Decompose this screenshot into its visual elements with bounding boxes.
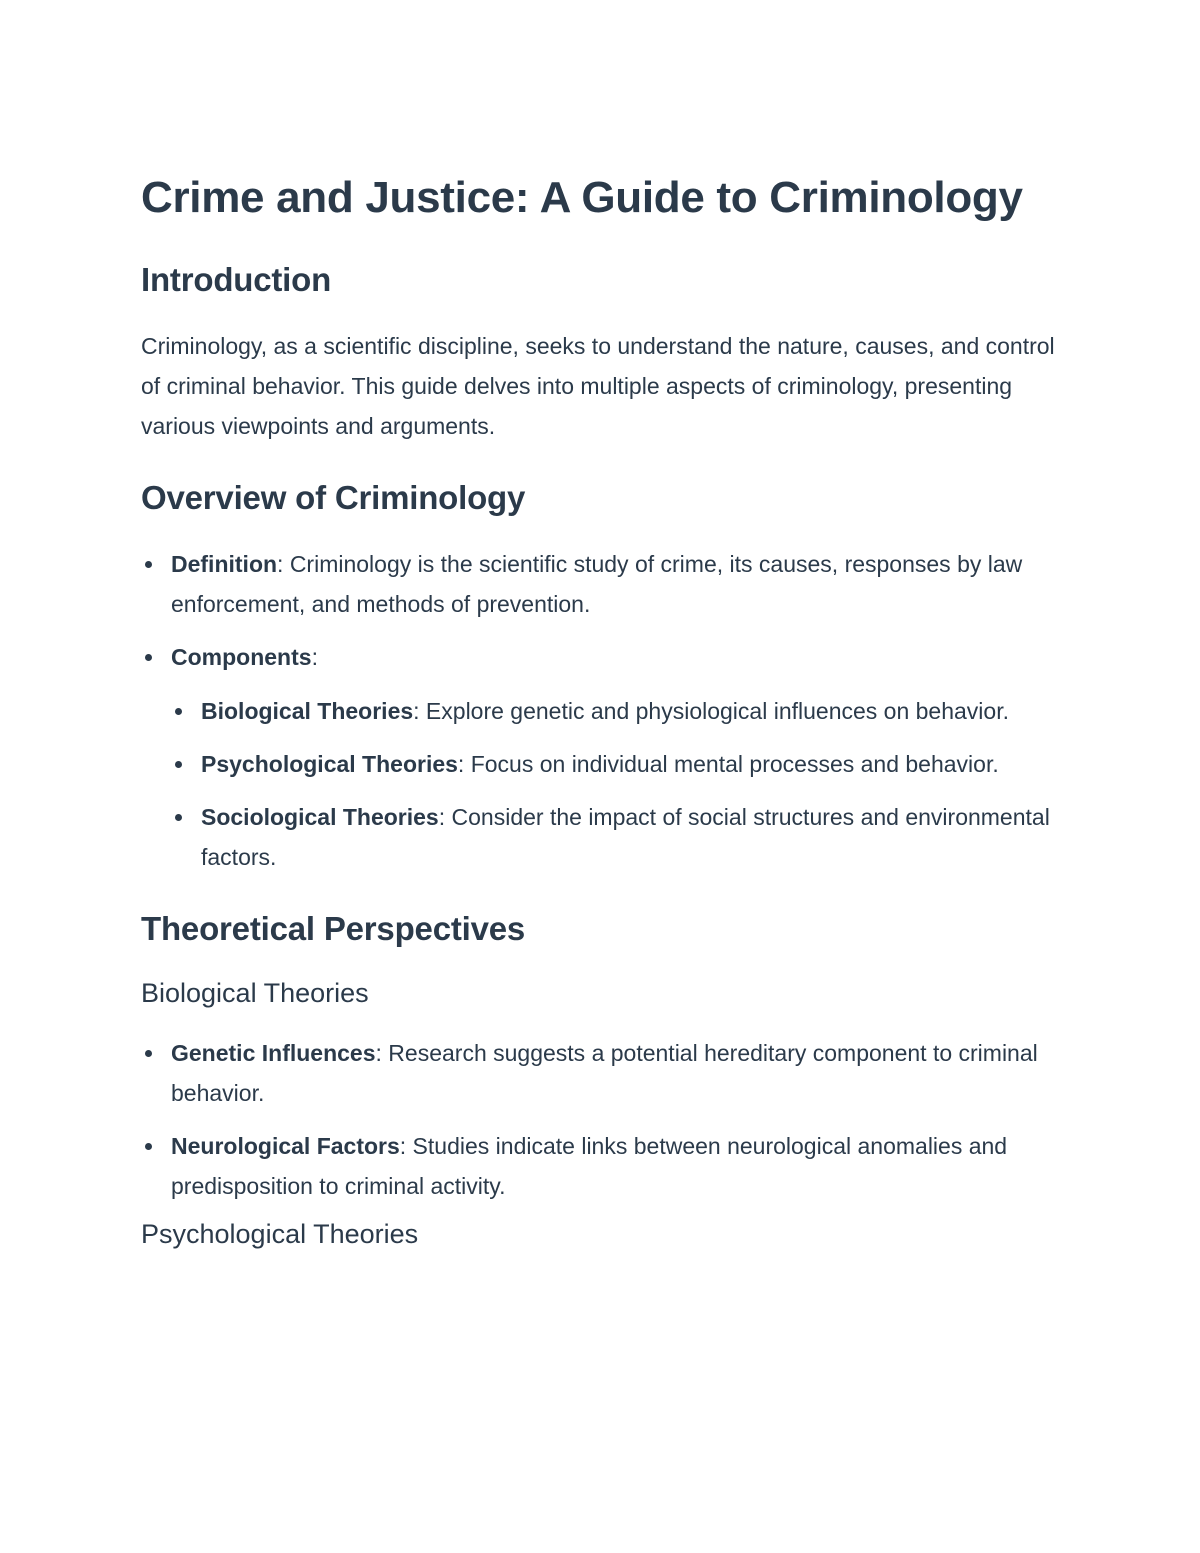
list-item-neurological bbox=[171, 1126, 1061, 1206]
item-text: : Studies indicate links between neurological anomalies and predisposition to criminal activity. bbox=[171, 1133, 1008, 1199]
components-suffix: : bbox=[311, 644, 318, 670]
document-page bbox=[141, 165, 1061, 1252]
biological-theories-list bbox=[141, 1033, 1061, 1206]
list-item-components bbox=[171, 637, 1061, 877]
definition-label: Definition bbox=[171, 551, 278, 577]
biological-theories-heading: Biological Theories bbox=[141, 978, 369, 1008]
theoretical-perspectives-heading: Theoretical Perspectives bbox=[141, 910, 526, 947]
item-text: : Research suggests a potential hereditary component to criminal behavior. bbox=[171, 1040, 1038, 1106]
component-label: Psychological Theories bbox=[201, 751, 458, 777]
item-label: Genetic Influences bbox=[171, 1040, 376, 1066]
component-label: Biological Theories bbox=[201, 698, 414, 724]
definition-text: : Criminology is the scientific study of crime, its causes, responses by law enforcement, and methods of prevention. bbox=[171, 551, 1023, 617]
components-label: Components bbox=[171, 644, 312, 670]
list-item-psychological bbox=[201, 744, 1061, 784]
components-list bbox=[171, 691, 1061, 877]
list-item-biological bbox=[201, 691, 1061, 731]
page-title: Crime and Justice: A Guide to Criminology bbox=[141, 173, 1023, 222]
psychological-theories-heading: Psychological Theories bbox=[141, 1219, 419, 1249]
list-item-sociological bbox=[201, 797, 1061, 877]
overview-heading: Overview of Criminology bbox=[141, 479, 526, 516]
component-text: : Explore genetic and physiological influences on behavior. bbox=[413, 698, 1009, 724]
component-text: : Focus on individual mental processes and behavior. bbox=[457, 751, 999, 777]
component-text: : Consider the impact of social structures and environmental factors. bbox=[201, 804, 1050, 870]
list-item-genetic bbox=[171, 1033, 1061, 1113]
introduction-heading: Introduction bbox=[141, 261, 332, 298]
component-label: Sociological Theories bbox=[201, 804, 439, 830]
list-item-definition bbox=[171, 544, 1061, 624]
overview-list bbox=[141, 544, 1061, 877]
introduction-paragraph: Criminology, as a scientific discipline, seeks to understand the nature, causes, and control of criminal behavior. This guide delves into multiple aspects of criminology, presenting various viewpoints and arguments. bbox=[141, 333, 1055, 439]
item-label: Neurological Factors bbox=[171, 1133, 400, 1159]
